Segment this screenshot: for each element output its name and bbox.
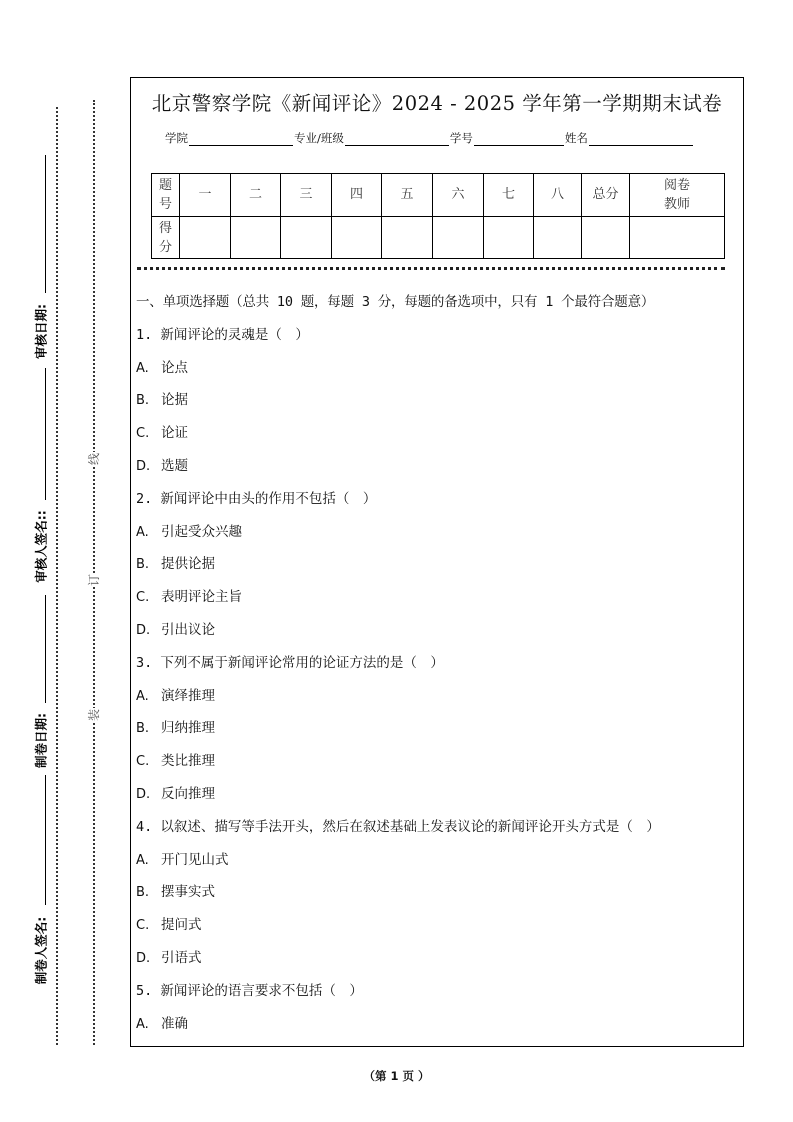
- binding-char-install: 装: [87, 709, 101, 722]
- dotted-separator: [137, 267, 725, 270]
- score-cell[interactable]: [231, 217, 281, 259]
- reviewer-signature-label: 审核人签名::: [33, 510, 49, 583]
- option-label: A.: [136, 524, 149, 540]
- col-header: 六: [433, 174, 484, 217]
- option-text: 论据: [161, 392, 188, 409]
- col-header: 一: [180, 174, 231, 217]
- option-item[interactable]: [136, 751, 746, 784]
- exam-content: [136, 292, 746, 1046]
- section-title: 一、单项选择题（总共 10 题，每题 3 分，每题的备选项中，只有 1 个最符合题意）: [136, 294, 655, 310]
- option-text: 引出议论: [161, 621, 215, 638]
- paper-maker-signature-line: [45, 775, 46, 905]
- option-text: 摆事实式: [161, 884, 215, 901]
- option-item[interactable]: [136, 718, 746, 751]
- option-item[interactable]: [136, 522, 746, 555]
- col-header-total: 总分: [582, 174, 630, 217]
- exam-title: 北京警察学院《新闻评论》2024 - 2025 学年第一学期期末试卷: [151, 92, 723, 115]
- score-cell[interactable]: [281, 217, 332, 259]
- score-cell[interactable]: [382, 217, 433, 259]
- question-stem: 1. 新闻评论的灵魂是（ ）: [136, 326, 309, 343]
- option-label: C.: [136, 918, 150, 934]
- option-text: 归纳推理: [161, 720, 215, 737]
- option-label: B.: [136, 721, 150, 737]
- option-text: 准确: [161, 1015, 188, 1032]
- question-number-row: [152, 174, 725, 217]
- col-header-grader-text: 阅卷教师: [663, 178, 690, 212]
- page-number: （第 1 页 ）: [363, 1069, 430, 1083]
- option-item[interactable]: [136, 1014, 746, 1047]
- option-item[interactable]: [136, 948, 746, 981]
- col-header-grader: [630, 174, 725, 217]
- option-label: D.: [136, 622, 151, 638]
- score-cell-total[interactable]: [582, 217, 630, 259]
- option-label: A.: [136, 688, 149, 704]
- option-item[interactable]: [136, 915, 746, 948]
- score-cell[interactable]: [534, 217, 582, 259]
- option-item[interactable]: [136, 882, 746, 915]
- major-class-label: 专业/班级: [294, 131, 344, 145]
- binding-char-bind: 订: [87, 574, 101, 587]
- name-field[interactable]: [589, 133, 693, 146]
- option-item[interactable]: [136, 554, 746, 587]
- question-stem: 2. 新闻评论中由头的作用不包括（ ）: [136, 490, 377, 507]
- score-cell[interactable]: [180, 217, 231, 259]
- option-text: 表明评论主旨: [161, 589, 242, 606]
- college-label: 学院: [165, 131, 188, 145]
- binding-char-line: 线: [87, 453, 101, 466]
- option-text: 演绎推理: [161, 687, 215, 704]
- option-label: D.: [136, 950, 151, 966]
- paper-date-line: [45, 595, 46, 703]
- student-id-field[interactable]: [474, 133, 564, 146]
- col-header: 七: [484, 174, 534, 217]
- paper-date-label: 制卷日期:: [33, 713, 49, 768]
- option-label: C.: [136, 590, 150, 606]
- option-text: 类比推理: [161, 753, 215, 770]
- option-item[interactable]: [136, 784, 746, 817]
- score-cell[interactable]: [332, 217, 382, 259]
- option-text: 论证: [161, 425, 188, 442]
- option-text: 提问式: [161, 917, 202, 934]
- col-header: 三: [281, 174, 332, 217]
- option-label: A.: [136, 360, 149, 376]
- score-table: [151, 173, 725, 259]
- option-text: 引语式: [161, 949, 202, 966]
- option-label: D.: [136, 458, 151, 474]
- option-label: B.: [136, 557, 150, 573]
- option-text: 选题: [161, 457, 188, 474]
- review-date-label: 审核日期:: [33, 304, 49, 359]
- col-header: 五: [382, 174, 433, 217]
- student-info-row: [165, 130, 694, 146]
- major-class-field[interactable]: [345, 133, 449, 146]
- option-item[interactable]: [136, 686, 746, 719]
- option-text: 反向推理: [161, 785, 215, 802]
- option-label: A.: [136, 852, 149, 868]
- question-stem: 4. 以叙述、描写等手法开头，然后在叙述基础上发表议论的新闻评论开头方式是（ ）: [136, 818, 660, 835]
- option-label: C.: [136, 754, 150, 770]
- col-header: 四: [332, 174, 382, 217]
- binding-dotted-line-inner: [56, 107, 58, 1045]
- name-label: 姓名: [564, 131, 588, 145]
- option-text: 开门见山式: [161, 851, 229, 868]
- option-label: D.: [136, 786, 151, 802]
- row-header-question-text: 题号: [158, 178, 172, 212]
- option-item[interactable]: [136, 456, 746, 489]
- question-stem: 3. 下列不属于新闻评论常用的论证方法的是（ ）: [136, 654, 444, 671]
- student-id-label: 学号: [449, 131, 473, 145]
- score-cell-grader[interactable]: [630, 217, 725, 259]
- option-label: B.: [136, 885, 150, 901]
- option-item[interactable]: [136, 620, 746, 653]
- option-label: A.: [136, 1016, 149, 1032]
- review-date-line: [45, 155, 46, 293]
- reviewer-signature-line: [45, 368, 46, 500]
- option-text: 引起受众兴趣: [161, 523, 242, 540]
- col-header: 八: [534, 174, 582, 217]
- option-label: C.: [136, 426, 150, 442]
- row-header-score-text: 得分: [158, 220, 172, 255]
- col-header: 二: [231, 174, 281, 217]
- score-cell[interactable]: [433, 217, 484, 259]
- paper-maker-signature-label: 制卷人签名:: [33, 916, 49, 985]
- score-row: [152, 217, 725, 259]
- row-header-question: [152, 174, 180, 217]
- option-item[interactable]: [136, 850, 746, 883]
- option-item[interactable]: [136, 358, 746, 391]
- option-text: 提供论据: [161, 556, 215, 573]
- option-item[interactable]: [136, 390, 746, 423]
- option-item[interactable]: [136, 587, 746, 620]
- question-stem: 5. 新闻评论的语言要求不包括（ ）: [136, 982, 363, 999]
- college-field[interactable]: [189, 133, 293, 146]
- option-text: 论点: [161, 359, 188, 376]
- option-label: B.: [136, 393, 150, 409]
- exam-frame: [130, 77, 744, 1047]
- row-header-score: [152, 217, 180, 259]
- option-item[interactable]: [136, 423, 746, 456]
- score-cell[interactable]: [484, 217, 534, 259]
